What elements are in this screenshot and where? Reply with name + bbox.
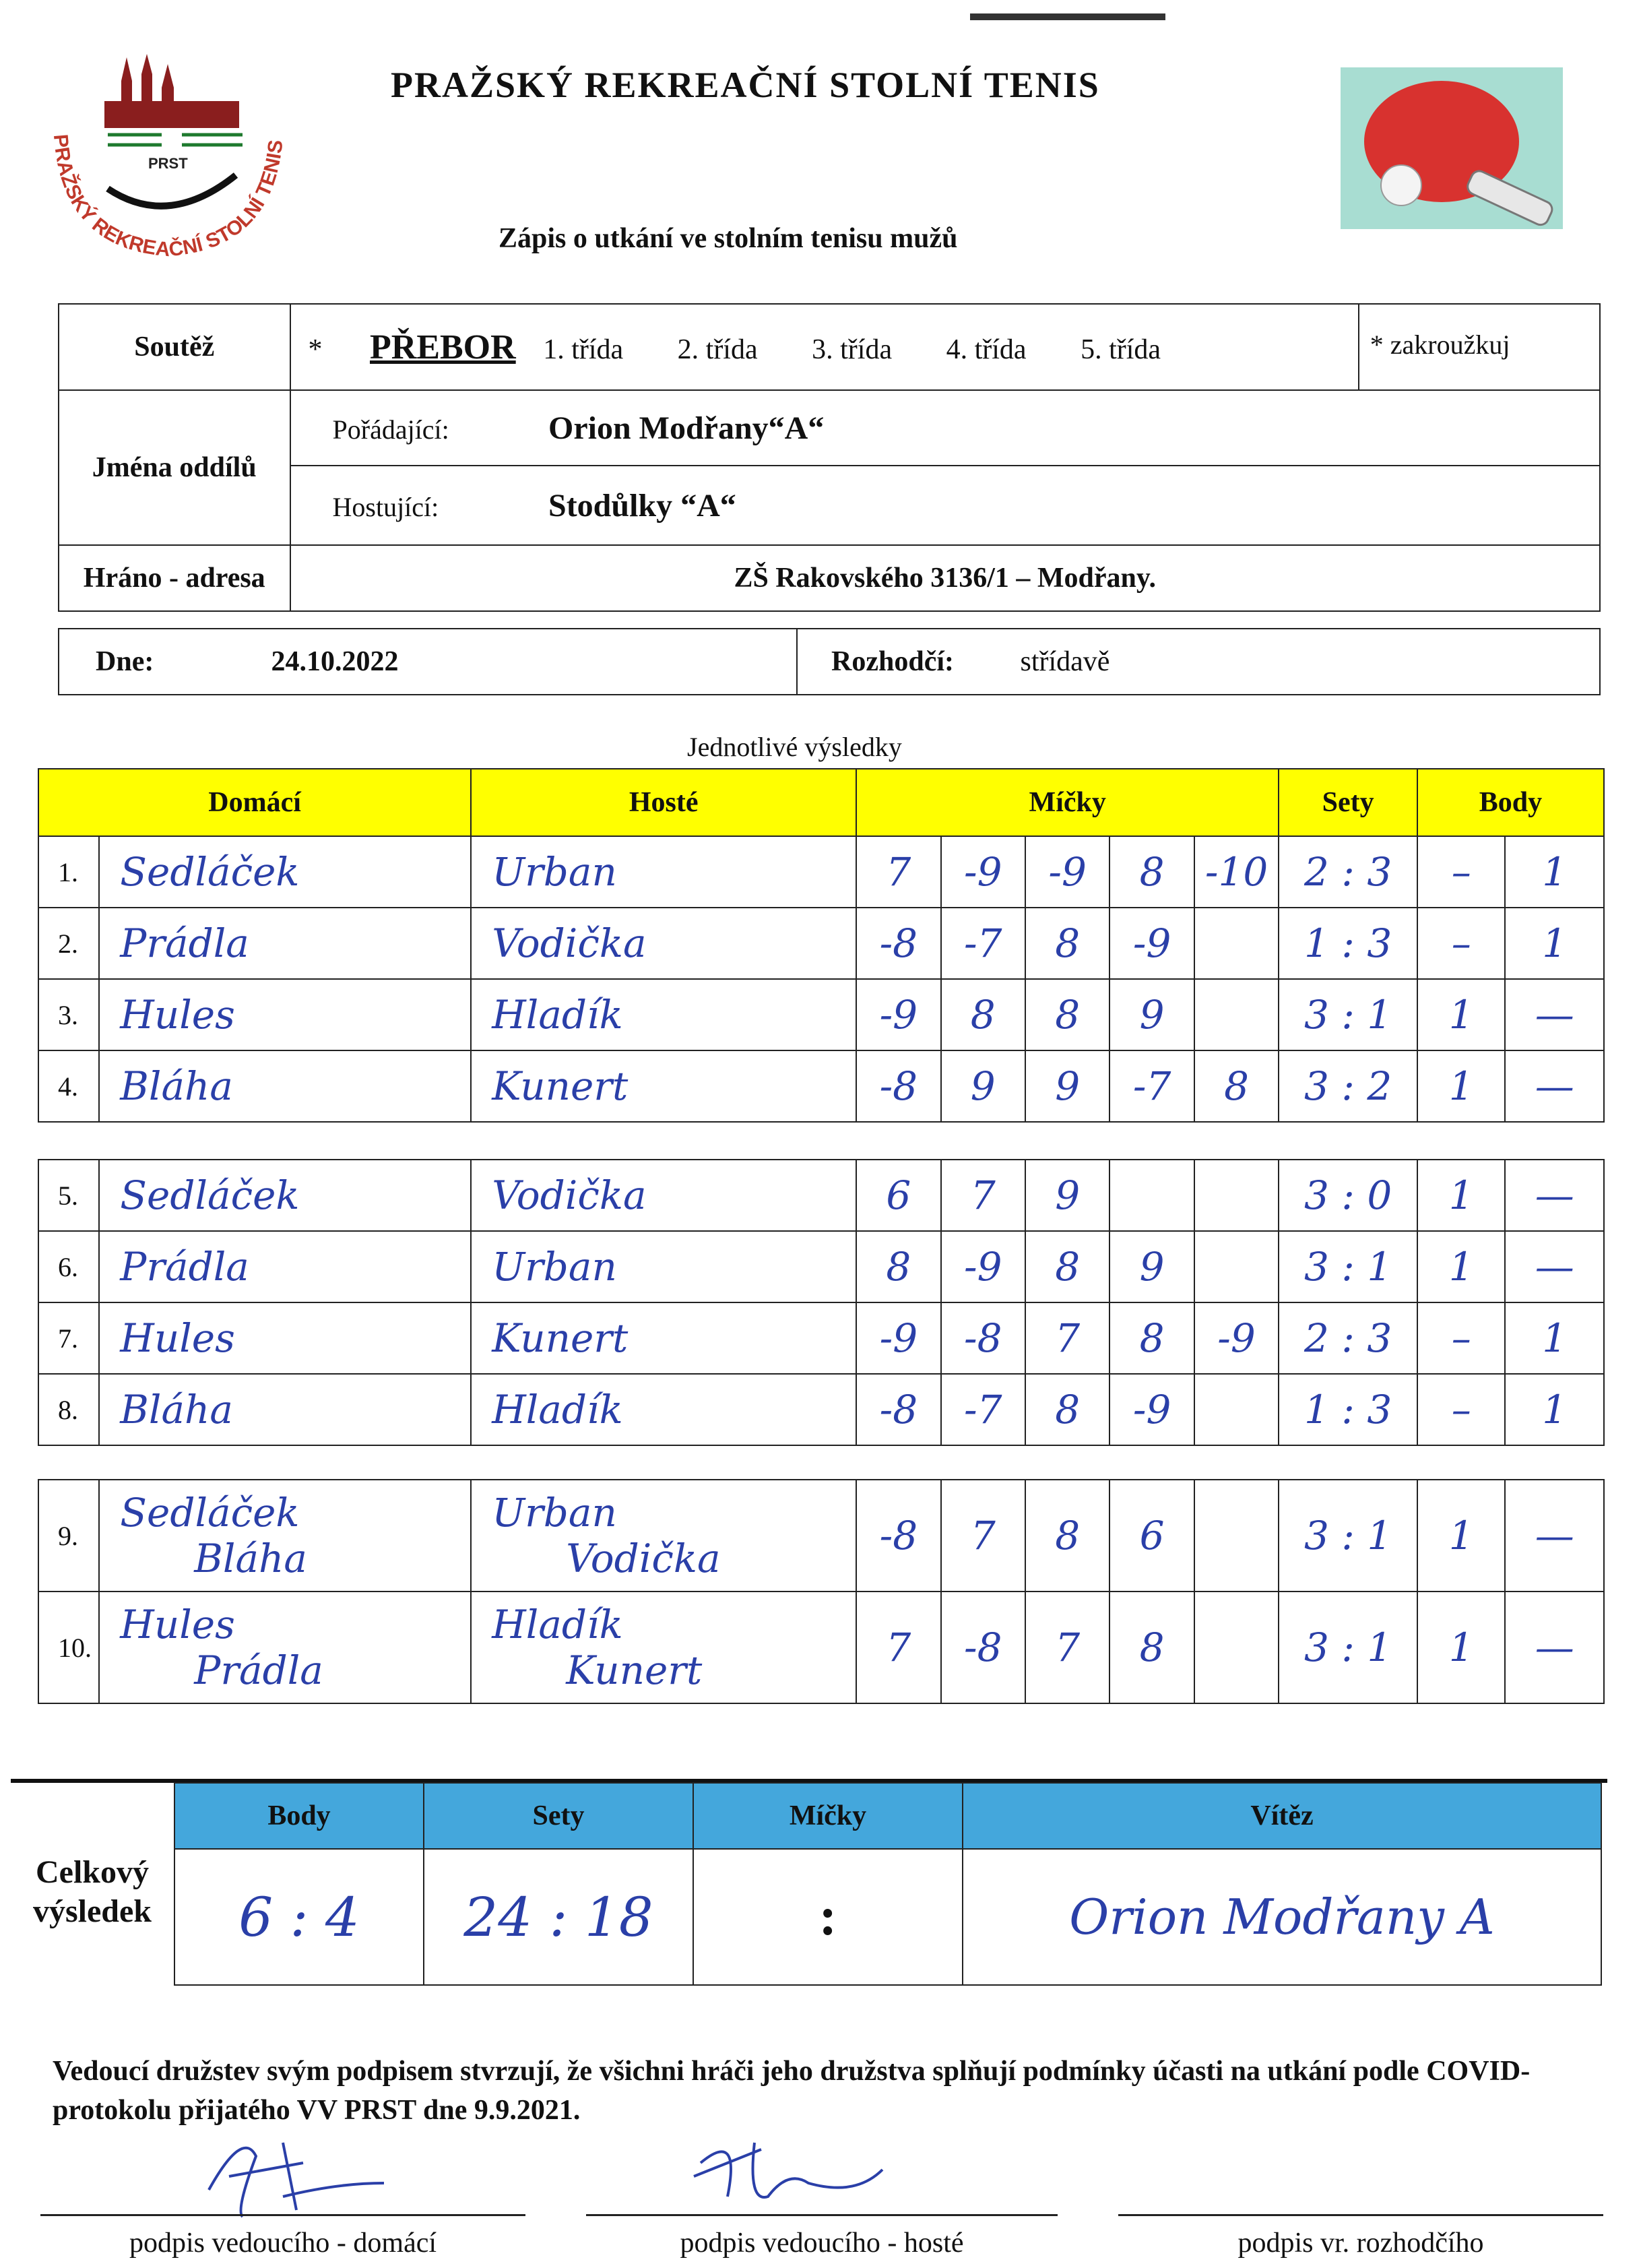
- home-player: Prádla: [99, 1231, 471, 1302]
- ball-5: [1194, 908, 1279, 979]
- ball-5: [1194, 1374, 1279, 1445]
- ball-5: -10: [1194, 836, 1279, 908]
- guest-player: Hladík: [471, 1374, 856, 1445]
- match-number: 2.: [38, 908, 99, 979]
- points-guest: —: [1505, 979, 1604, 1050]
- class-4[interactable]: 4. třída: [946, 334, 1027, 365]
- match-row-1: [38, 836, 1604, 908]
- sets-score: 3 : 1: [1279, 1480, 1417, 1592]
- total-label-line1: Celkový: [36, 1854, 149, 1890]
- signature-home: [182, 2116, 397, 2224]
- guest-player: Kunert: [471, 1302, 856, 1374]
- ball-3: 7: [1025, 1302, 1109, 1374]
- points-guest: —: [1505, 1231, 1604, 1302]
- home-player: Bláha: [99, 1374, 471, 1445]
- guest-player: Urban: [471, 1231, 856, 1302]
- logo-arc-text: PRAŽSKÝ REKREAČNÍ STOLNÍ TENIS: [49, 133, 288, 261]
- points-home: –: [1417, 1374, 1505, 1445]
- signature-line-referee: [1118, 2214, 1603, 2216]
- ball-5: [1194, 1592, 1279, 1703]
- home-player: Sedláček: [99, 836, 471, 908]
- signature-line-home: [40, 2214, 525, 2216]
- home-pair: [99, 1480, 471, 1592]
- sets-score: 2 : 3: [1279, 836, 1417, 908]
- home-player-2: Prádla: [194, 1647, 323, 1693]
- header-points: Body: [1417, 769, 1604, 836]
- sets-score: 2 : 3: [1279, 1302, 1417, 1374]
- ball-3: 8: [1025, 908, 1109, 979]
- total-label: [15, 1853, 170, 1931]
- total-balls: :: [693, 1849, 963, 1985]
- sets-score: 3 : 0: [1279, 1160, 1417, 1231]
- points-home: 1: [1417, 1480, 1505, 1592]
- guest-player: Kunert: [471, 1050, 856, 1122]
- ball-2: -7: [941, 1374, 1025, 1445]
- ball-3: 8: [1025, 1231, 1109, 1302]
- ball-2: 8: [941, 979, 1025, 1050]
- ball-2: 9: [941, 1050, 1025, 1122]
- ball-5: -9: [1194, 1302, 1279, 1374]
- signature-label-referee: podpis vr. rozhodčího: [1237, 2228, 1484, 2259]
- sets-score: 3 : 1: [1279, 1231, 1417, 1302]
- svg-text:PRAŽSKÝ REKREAČNÍ STOLNÍ TENIS: [49, 133, 288, 261]
- address-label: Hráno - adresa: [59, 545, 290, 611]
- match-row-5: [38, 1160, 1604, 1231]
- total-header-sets: Sety: [424, 1783, 693, 1849]
- ball-5: [1194, 979, 1279, 1050]
- home-player: Sedláček: [99, 1160, 471, 1231]
- signature-label-guest: podpis vedoucího - hosté: [680, 2228, 964, 2259]
- sets-score: 3 : 1: [1279, 1592, 1417, 1703]
- signature-line-guest: [586, 2214, 1058, 2216]
- match-number: 10.: [38, 1592, 99, 1703]
- points-guest: —: [1505, 1160, 1604, 1231]
- points-guest: —: [1505, 1592, 1604, 1703]
- match-row-3: [38, 979, 1604, 1050]
- competition-asterisk: *: [308, 334, 323, 365]
- home-team-row: [290, 390, 1601, 466]
- results-table-block2: [38, 1159, 1605, 1446]
- ball-3: 8: [1025, 1480, 1109, 1592]
- match-row-2: [38, 908, 1604, 979]
- match-number: 5.: [38, 1160, 99, 1231]
- guest-player: Urban: [471, 836, 856, 908]
- home-player: Hules: [99, 979, 471, 1050]
- guest-player: Hladík: [471, 979, 856, 1050]
- match-row-6: [38, 1231, 1604, 1302]
- logo-abbr: PRST: [148, 155, 188, 172]
- points-home: 1: [1417, 1592, 1505, 1703]
- scan-mark: [970, 13, 1165, 20]
- match-number: 3.: [38, 979, 99, 1050]
- points-home: 1: [1417, 1231, 1505, 1302]
- guest-player-2: Vodička: [566, 1536, 721, 1581]
- guest-pair: [471, 1592, 856, 1703]
- ball-1: -8: [856, 908, 940, 979]
- competition-classes: [290, 304, 1359, 390]
- match-row-8: [38, 1374, 1604, 1445]
- page-subtitle: Zápis o utkání ve stolním tenisu mužů: [498, 223, 958, 254]
- header-balls: Míčky: [856, 769, 1279, 836]
- ball-5: [1194, 1160, 1279, 1231]
- points-guest: —: [1505, 1480, 1604, 1592]
- total-winner: Orion Modřany A: [963, 1849, 1601, 1985]
- home-player-1: Sedláček: [120, 1490, 300, 1536]
- match-number: 6.: [38, 1231, 99, 1302]
- ball-2: -9: [941, 836, 1025, 908]
- points-guest: 1: [1505, 908, 1604, 979]
- results-table-block1: [38, 768, 1605, 1123]
- guest-player: Vodička: [471, 1160, 856, 1231]
- match-number: 8.: [38, 1374, 99, 1445]
- results-caption: Jednotlivé výsledky: [687, 732, 902, 762]
- teams-label: Jména oddílů: [59, 390, 290, 545]
- class-5[interactable]: 5. třída: [1081, 334, 1161, 365]
- total-label-line2: výsledek: [32, 1893, 152, 1929]
- ball-2: -7: [941, 908, 1025, 979]
- prst-logo: [34, 54, 303, 270]
- points-home: 1: [1417, 1160, 1505, 1231]
- points-home: 1: [1417, 979, 1505, 1050]
- ball-3: 7: [1025, 1592, 1109, 1703]
- referee: střídavě: [1020, 646, 1110, 677]
- sets-score: 1 : 3: [1279, 908, 1417, 979]
- ball-4: 8: [1109, 1592, 1194, 1703]
- match-row-10: [38, 1592, 1604, 1703]
- ball-5: 8: [1194, 1050, 1279, 1122]
- guest-team-row: [290, 466, 1601, 545]
- match-number: 1.: [38, 836, 99, 908]
- referee-label: Rozhodčí:: [831, 646, 954, 677]
- guest-player-1: Urban: [492, 1490, 617, 1536]
- ball-4: 9: [1109, 1231, 1194, 1302]
- header-sets: Sety: [1279, 769, 1417, 836]
- ball-4: [1109, 1160, 1194, 1231]
- home-player-1: Hules: [120, 1602, 235, 1647]
- date-referee-table: [58, 628, 1601, 695]
- sets-score: 3 : 2: [1279, 1050, 1417, 1122]
- match-row-9: [38, 1480, 1604, 1592]
- home-player: Prádla: [99, 908, 471, 979]
- points-home: –: [1417, 1302, 1505, 1374]
- points-home: –: [1417, 836, 1505, 908]
- match-date: 24.10.2022: [271, 646, 399, 677]
- ball-4: 9: [1109, 979, 1194, 1050]
- ball-3: 9: [1025, 1160, 1109, 1231]
- ball-1: -8: [856, 1374, 940, 1445]
- ball-1: 7: [856, 836, 940, 908]
- class-1[interactable]: 1. třída: [543, 334, 624, 365]
- address: ZŠ Rakovského 3136/1 – Modřany.: [290, 545, 1601, 611]
- ball-1: 6: [856, 1160, 940, 1231]
- circle-note: * zakroužkuj: [1359, 304, 1600, 390]
- competition-label: Soutěž: [59, 304, 290, 390]
- match-row-7: [38, 1302, 1604, 1374]
- match-row-4: [38, 1050, 1604, 1122]
- signature-label-home: podpis vedoucího - domácí: [129, 2228, 437, 2259]
- ball-2: 7: [941, 1160, 1025, 1231]
- ball-4: 6: [1109, 1480, 1194, 1592]
- ball-3: 8: [1025, 1374, 1109, 1445]
- home-player: Hules: [99, 1302, 471, 1374]
- ball-2: -8: [941, 1592, 1025, 1703]
- points-guest: —: [1505, 1050, 1604, 1122]
- results-table-doubles: [38, 1479, 1605, 1704]
- page-title: PRAŽSKÝ REKREAČNÍ STOLNÍ TENIS: [391, 65, 1100, 105]
- guest-player-2: Kunert: [566, 1647, 703, 1693]
- ball-5: [1194, 1231, 1279, 1302]
- home-team: Orion Modřany“A“: [548, 410, 825, 446]
- total-header-balls: Míčky: [693, 1783, 963, 1849]
- home-label: Pořádající:: [332, 414, 449, 445]
- ball-3: 9: [1025, 1050, 1109, 1122]
- ball-2: -8: [941, 1302, 1025, 1374]
- ball-2: -9: [941, 1231, 1025, 1302]
- ball-4: -7: [1109, 1050, 1194, 1122]
- ball-1: 8: [856, 1231, 940, 1302]
- points-guest: 1: [1505, 836, 1604, 908]
- ball-4: 8: [1109, 836, 1194, 908]
- ball-4: -9: [1109, 908, 1194, 979]
- ball-3: 8: [1025, 979, 1109, 1050]
- ball-3: -9: [1025, 836, 1109, 908]
- ball-1: -9: [856, 979, 940, 1050]
- signature-guest: [680, 2109, 896, 2217]
- total-table: [174, 1782, 1602, 1986]
- class-3[interactable]: 3. třída: [812, 334, 893, 365]
- ball-2: 7: [941, 1480, 1025, 1592]
- sets-score: 3 : 1: [1279, 979, 1417, 1050]
- points-guest: 1: [1505, 1302, 1604, 1374]
- guest-player: Vodička: [471, 908, 856, 979]
- ball-4: 8: [1109, 1302, 1194, 1374]
- home-player-2: Bláha: [194, 1536, 307, 1581]
- header-guest: Hosté: [471, 769, 856, 836]
- match-number: 4.: [38, 1050, 99, 1122]
- total-points: 6 : 4: [174, 1849, 424, 1985]
- guest-pair: [471, 1480, 856, 1592]
- points-guest: 1: [1505, 1374, 1604, 1445]
- date-label: Dne:: [96, 646, 154, 677]
- ball-5: [1194, 1480, 1279, 1592]
- points-home: 1: [1417, 1050, 1505, 1122]
- class-prebor[interactable]: PŘEBOR: [370, 327, 516, 367]
- header-home: Domácí: [38, 769, 471, 836]
- match-number: 7.: [38, 1302, 99, 1374]
- total-header-winner: Vítěz: [963, 1783, 1601, 1849]
- match-number: 9.: [38, 1480, 99, 1592]
- ping-pong-paddle-icon: [1341, 67, 1563, 229]
- total-sets: 24 : 18: [424, 1849, 693, 1985]
- home-pair: [99, 1592, 471, 1703]
- home-player: Bláha: [99, 1050, 471, 1122]
- sets-score: 1 : 3: [1279, 1374, 1417, 1445]
- points-home: –: [1417, 908, 1505, 979]
- guest-player-1: Hladík: [492, 1602, 623, 1647]
- guest-team: Stodůlky “A“: [548, 487, 736, 524]
- guest-label: Hostující:: [332, 491, 439, 522]
- match-info-table: [58, 303, 1601, 612]
- class-2[interactable]: 2. třída: [677, 334, 758, 365]
- ball-4: -9: [1109, 1374, 1194, 1445]
- total-header-points: Body: [174, 1783, 424, 1849]
- ball-1: -9: [856, 1302, 940, 1374]
- covid-note: Vedoucí družstev svým podpisem stvrzují, že všichni hráči jeho družstva splňují podmínky účasti na utkání podle COVID-protokolu přijatého VV PRST dne 9.9.2021.: [53, 2056, 1531, 2126]
- ball-1: 7: [856, 1592, 940, 1703]
- ball-1: -8: [856, 1480, 940, 1592]
- ball-1: -8: [856, 1050, 940, 1122]
